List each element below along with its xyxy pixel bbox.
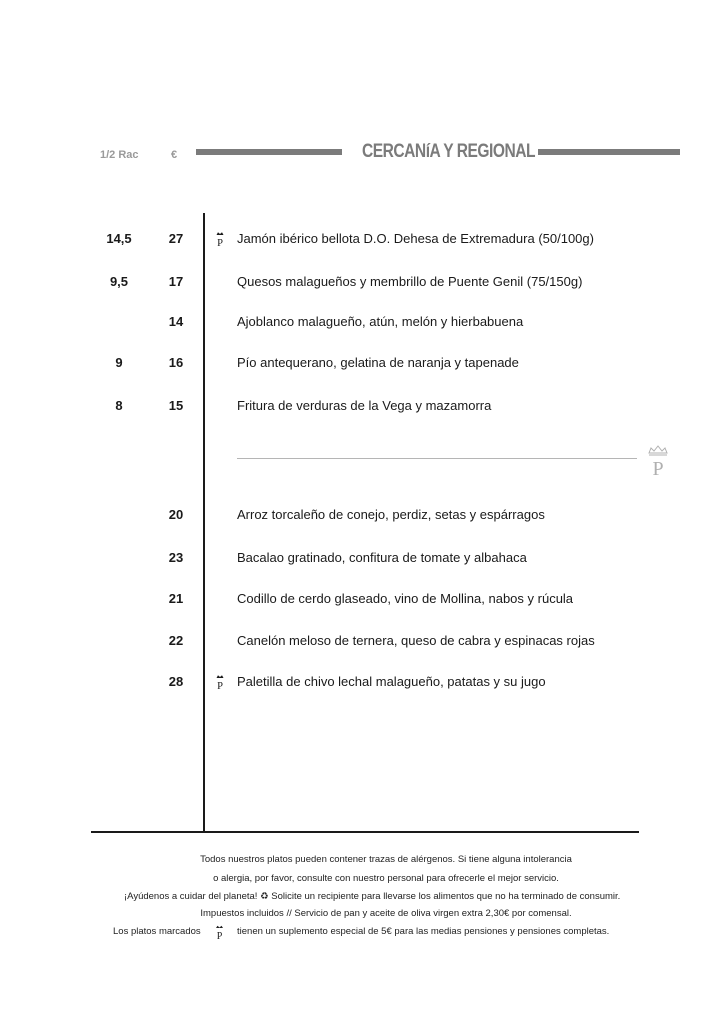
full-price: 22: [168, 633, 184, 648]
footer-divider: [91, 831, 639, 833]
half-ration-price: 9: [115, 355, 123, 370]
dish-name: Bacalao gratinado, confitura de tomate y albahaca: [237, 550, 527, 565]
menu-item: [0, 231, 724, 251]
crown-p-icon: [213, 674, 227, 690]
allergen-notice-1: Todos nuestros platos pueden contener trazas de alérgenos. Si tiene alguna intolerancia: [200, 854, 572, 865]
dish-name: Fritura de verduras de la Vega y mazamorra: [237, 398, 492, 413]
full-price: 20: [168, 507, 184, 522]
menu-item: [0, 674, 724, 694]
half-ration-price: 8: [115, 398, 123, 413]
dish-name: Jamón ibérico bellota D.O. Dehesa de Extremadura (50/100g): [237, 231, 594, 246]
dish-name: Codillo de cerdo glaseado, vino de Mollina, nabos y rúcula: [237, 591, 574, 606]
dish-name: Paletilla de chivo lechal malagueño, patatas y su jugo: [237, 674, 546, 689]
half-ration-header: 1/2 Rac: [100, 149, 139, 161]
menu-item: [0, 633, 724, 653]
dish-name: Arroz torcaleño de conejo, perdiz, setas y espárragos: [237, 507, 545, 522]
full-price: 16: [168, 355, 184, 370]
marked-dishes-label: Los platos marcados: [113, 926, 201, 937]
full-price: 27: [168, 231, 184, 246]
menu-item: [0, 591, 724, 611]
dish-name: Canelón meloso de ternera, queso de cabra y espinacas rojas: [237, 633, 595, 648]
crown-p-icon: [213, 231, 227, 247]
menu-item: [0, 314, 724, 334]
section-separator: [237, 458, 637, 459]
price-header: €: [171, 149, 178, 161]
crown-p-icon: [213, 925, 226, 940]
allergen-notice-2: o alergia, por favor, consulte con nuestro personal para ofrecerle el mejor servicio.: [213, 873, 559, 884]
svg-text:P: P: [217, 238, 223, 247]
menu-item: [0, 274, 724, 294]
dish-name: Quesos malagueños y membrillo de Puente Genil (75/150g): [237, 274, 583, 289]
full-price: 15: [168, 398, 184, 413]
crown-p-logo-icon: [646, 444, 670, 478]
menu-item: [0, 550, 724, 570]
full-price: 28: [168, 674, 184, 689]
full-price: 17: [168, 274, 184, 289]
menu-item: [0, 398, 724, 418]
dish-name: Ajoblanco malagueño, atún, melón y hierbabuena: [237, 314, 524, 329]
dish-name: Pío antequerano, gelatina de naranja y tapenade: [237, 355, 519, 370]
taxes-notice: Impuestos incluidos // Servicio de pan y aceite de oliva virgen extra 2,30€ por comensal.: [200, 908, 572, 919]
header-bar-right: [538, 149, 680, 155]
header-bar-left: [196, 149, 342, 155]
svg-text:P: P: [217, 681, 223, 690]
svg-text:P: P: [652, 458, 664, 478]
section-title: CERCANíA Y REGIONAL: [362, 141, 536, 162]
full-price: 14: [168, 314, 184, 329]
planet-notice: ¡Ayúdenos a cuidar del planeta! ♻ Solicite un recipiente para llevarse los alimentos que no ha terminado de consumir.: [124, 891, 621, 902]
svg-text:P: P: [216, 931, 223, 940]
supplement-notice: tienen un suplemento especial de 5€ para las medias pensiones y pensiones completas.: [237, 926, 610, 937]
menu-item: [0, 355, 724, 375]
half-ration-price: 9,5: [109, 274, 129, 289]
menu-item: [0, 507, 724, 527]
full-price: 21: [168, 591, 184, 606]
half-ration-price: 14,5: [106, 231, 132, 246]
full-price: 23: [168, 550, 184, 565]
